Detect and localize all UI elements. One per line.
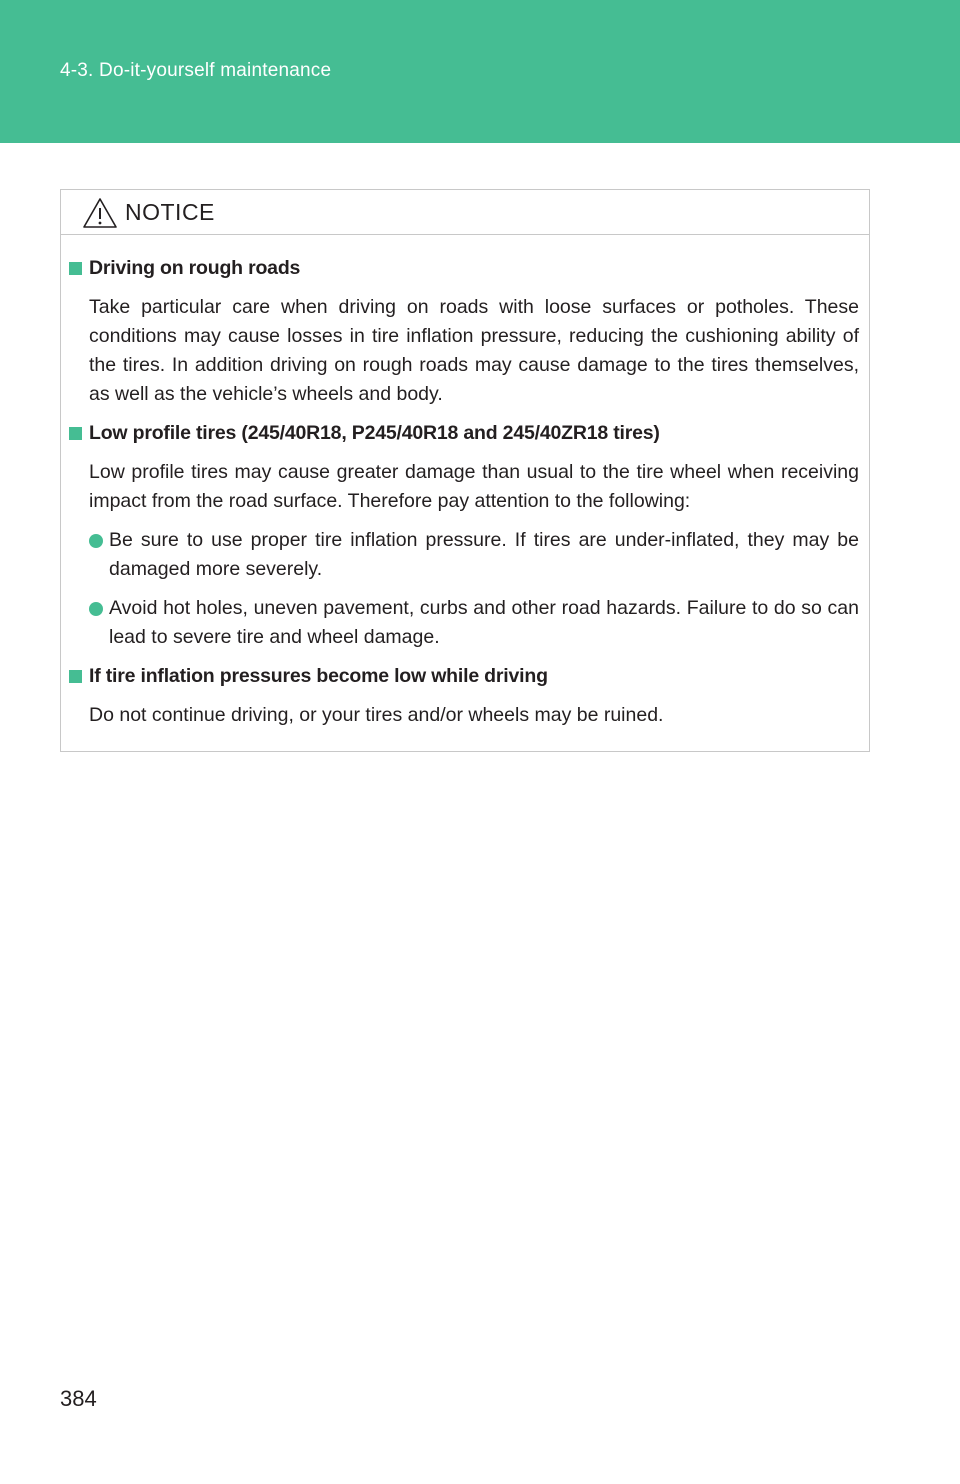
section-heading: Low profile tires (245/40R18, P245/40R18 and 245/40ZR18 tires) (89, 419, 859, 448)
section-heading: Driving on rough roads (89, 254, 859, 283)
page-number: 384 (60, 1386, 97, 1411)
section-title: 4-3. Do-it-yourself maintenance (60, 60, 332, 81)
warning-triangle-icon (82, 197, 118, 229)
notice-header (61, 190, 869, 235)
list-item: Be sure to use proper tire inflation pressure. If tires are under-inflated, they may be damaged more severely. (89, 526, 859, 584)
section-paragraph: Take particular care when driving on roads with loose surfaces or potholes. These conditions may cause losses in tire inflation pressure, reducing the cushioning ability of the tires. In addition driving on rough roads may cause damage to the tires themselves, as well as the vehicle’s wheels and body. (89, 296, 859, 405)
notice-box (60, 189, 870, 752)
square-bullet-icon (69, 670, 82, 683)
notice-section-low-pressure (61, 662, 869, 730)
notice-body (61, 235, 869, 730)
notice-title: NOTICE (125, 199, 215, 225)
notice-section-low-profile-tires (61, 419, 869, 652)
square-bullet-icon (69, 427, 82, 440)
notice-section-rough-roads (61, 254, 869, 409)
section-paragraph: Do not continue driving, or your tires and/or wheels may be ruined. (89, 704, 664, 726)
round-bullet-icon (89, 602, 103, 616)
header-band (0, 0, 960, 143)
list-item: Avoid hot holes, uneven pavement, curbs and other road hazards. Failure to do so can lead to severe tire and wheel damage. (89, 594, 859, 652)
round-bullet-icon (89, 534, 103, 548)
square-bullet-icon (69, 262, 82, 275)
section-paragraph: Low profile tires may cause greater damage than usual to the tire wheel when receiving impact from the road surface. Therefore pay attention to the following: (89, 461, 859, 512)
section-heading: If tire inflation pressures become low while driving (89, 662, 859, 691)
